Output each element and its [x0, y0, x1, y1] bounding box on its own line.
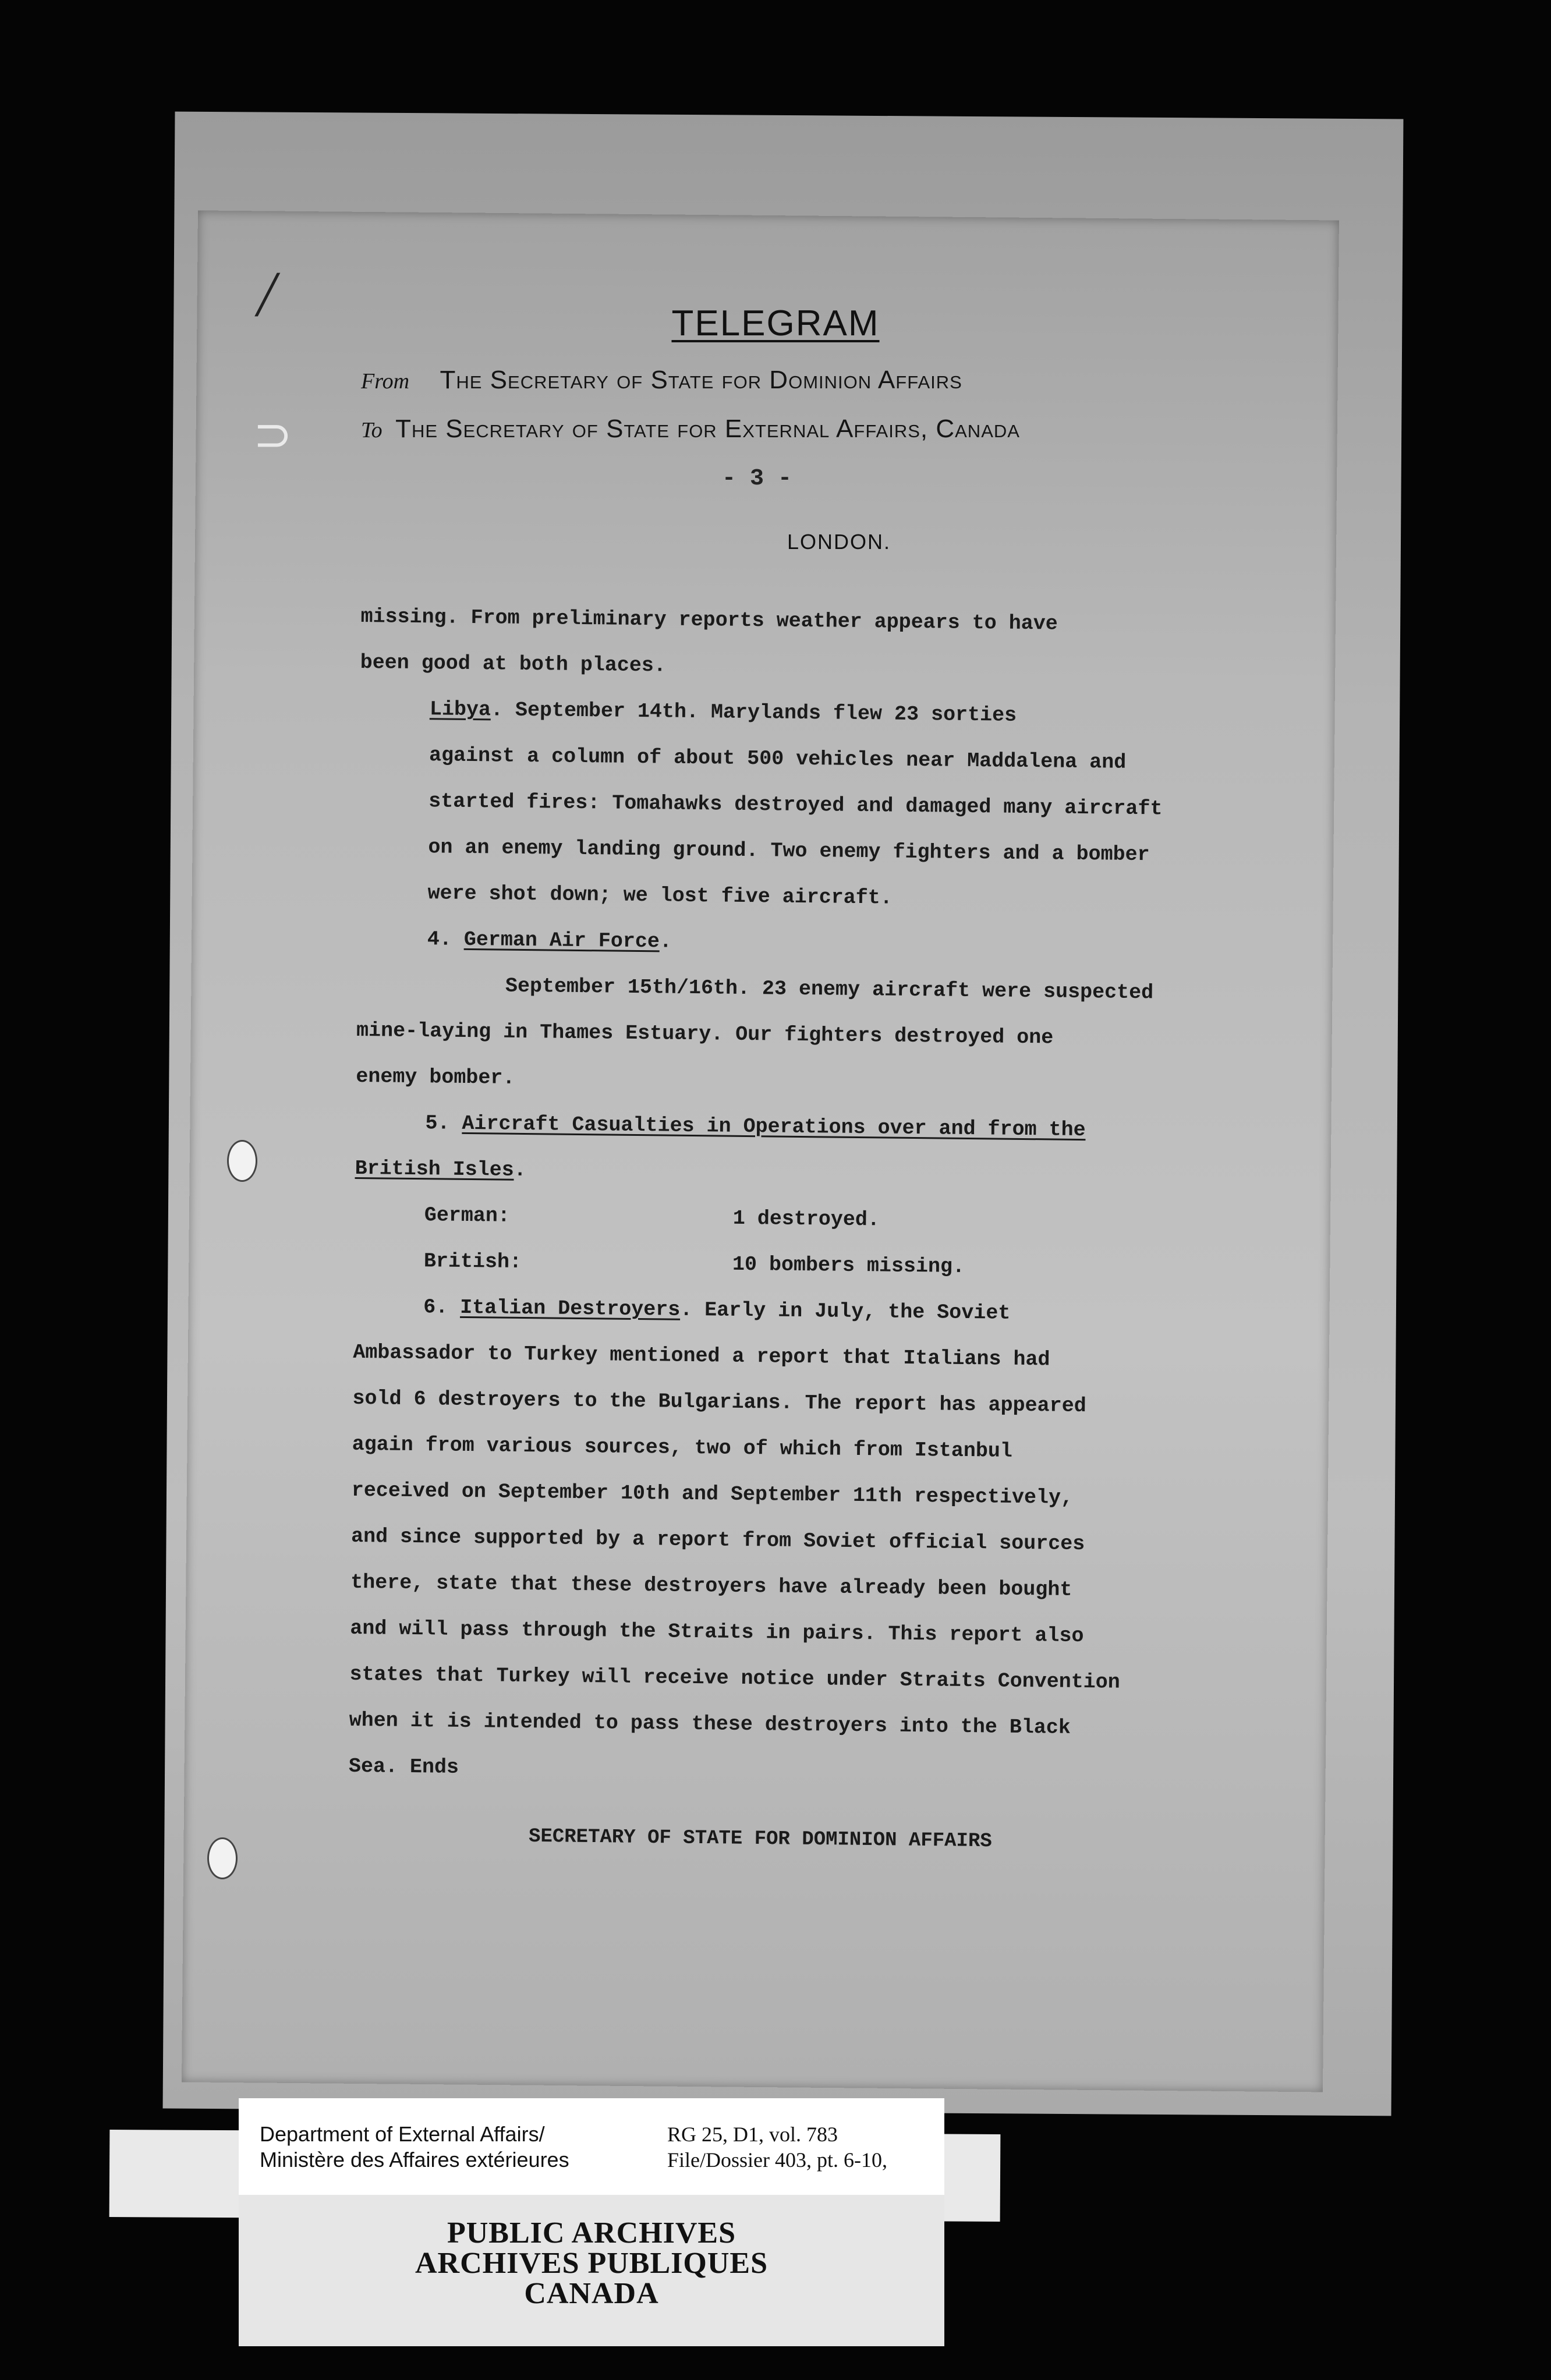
libya-heading: Libya — [429, 697, 491, 722]
telegram-body — [348, 594, 1274, 1799]
pencil-mark-icon: ╱ — [256, 274, 279, 317]
section-6-heading: Italian Destroyers — [459, 1295, 681, 1322]
from-line — [361, 366, 962, 395]
page-number: - 3 - — [722, 466, 792, 492]
casualty-row-british: British: 10 bombers missing. — [423, 1249, 965, 1278]
archives-stamp: PUBLIC ARCHIVES ARCHIVES PUBLIQUES CANADA — [415, 2216, 769, 2310]
signature-line: SECRETARY OF STATE FOR DOMINION AFFAIRS — [528, 1825, 992, 1853]
libya-text: . September 14th. Marylands flew 23 sorties against a column of about 500 vehicles near Maddalena and started fires: Tomahawks destroyed and damaged many aircraft on an enemy landing ground. Two enemy fighters and a bomber were shot down; we lost five aircraft. — [427, 698, 1163, 910]
archive-label — [239, 2098, 944, 2196]
section-4-heading: 4. German Air Force. — [427, 927, 672, 954]
punch-hole-icon — [207, 1837, 238, 1879]
punch-hole-icon — [227, 1140, 257, 1182]
section-6: 6. Italian Destroyers. Early in July, the Soviet Ambassador to Turkey mentioned a report that Italians had sold 6 destroyers to the Bulgarians. The report has appeared again from various sources, two of which from Istanbul received on September 10th and September 11th respectively, and since supported by a report from Soviet official sources there, state that these destroyers have already been bought and will pass through the Straits in pairs. This report also states that Turkey will receive notice under Straits Convention when it is intended to pass these destroyers into the Black Sea. Ends — [348, 1295, 1120, 1779]
section-5-heading: 5. Aircraft Casualties in Operations over and from the — [425, 1111, 1086, 1142]
to-line — [361, 415, 1020, 444]
from-label: From — [361, 369, 410, 394]
section-5-heading-cont: British Isles. — [355, 1156, 526, 1182]
telegram-title: TELEGRAM — [671, 303, 880, 343]
casualty-row-german: German: 1 destroyed. — [424, 1203, 880, 1232]
paragraph-libya — [357, 686, 1274, 925]
from-party: The Secretary of State for Dominion Affairs — [440, 366, 962, 394]
section-4-text: September 15th/16th. 23 enemy aircraft were suspected mine-laying in Thames Estuary. Our fighters destroyed one enemy bomber. — [356, 974, 1154, 1090]
archive-reference: RG 25, D1, vol. 783 File/Dossier 403, pt. 6-10, — [667, 2123, 887, 2172]
section-6-text: . Early in July, the Soviet Ambassador to Turkey mentioned a report that Italians had sold 6 destroyers to the Bulgarians. The report has appeared again from various sources, two of which from Istanbul received on September 10th and September 11th respectively, and since supported by a report from Soviet official sources there, state that these destroyers have already been bought and will pass through the Straits in pairs. This report also states that Turkey will receive notice under Straits Convention when it is intended to pass these destroyers into the Black Sea. Ends — [348, 1298, 1120, 1779]
to-label: To — [361, 418, 383, 442]
paragraph-continued: missing. From preliminary reports weather appears to have been good at both places. — [360, 604, 1058, 678]
department-name: Department of External Affairs/ Ministère des Affaires extérieures — [260, 2122, 569, 2172]
to-party: The Secretary of State for External Affairs, Canada — [395, 415, 1020, 443]
staple-mark-icon: ⊃ — [253, 408, 293, 462]
place-of-origin: LONDON. — [787, 530, 891, 554]
